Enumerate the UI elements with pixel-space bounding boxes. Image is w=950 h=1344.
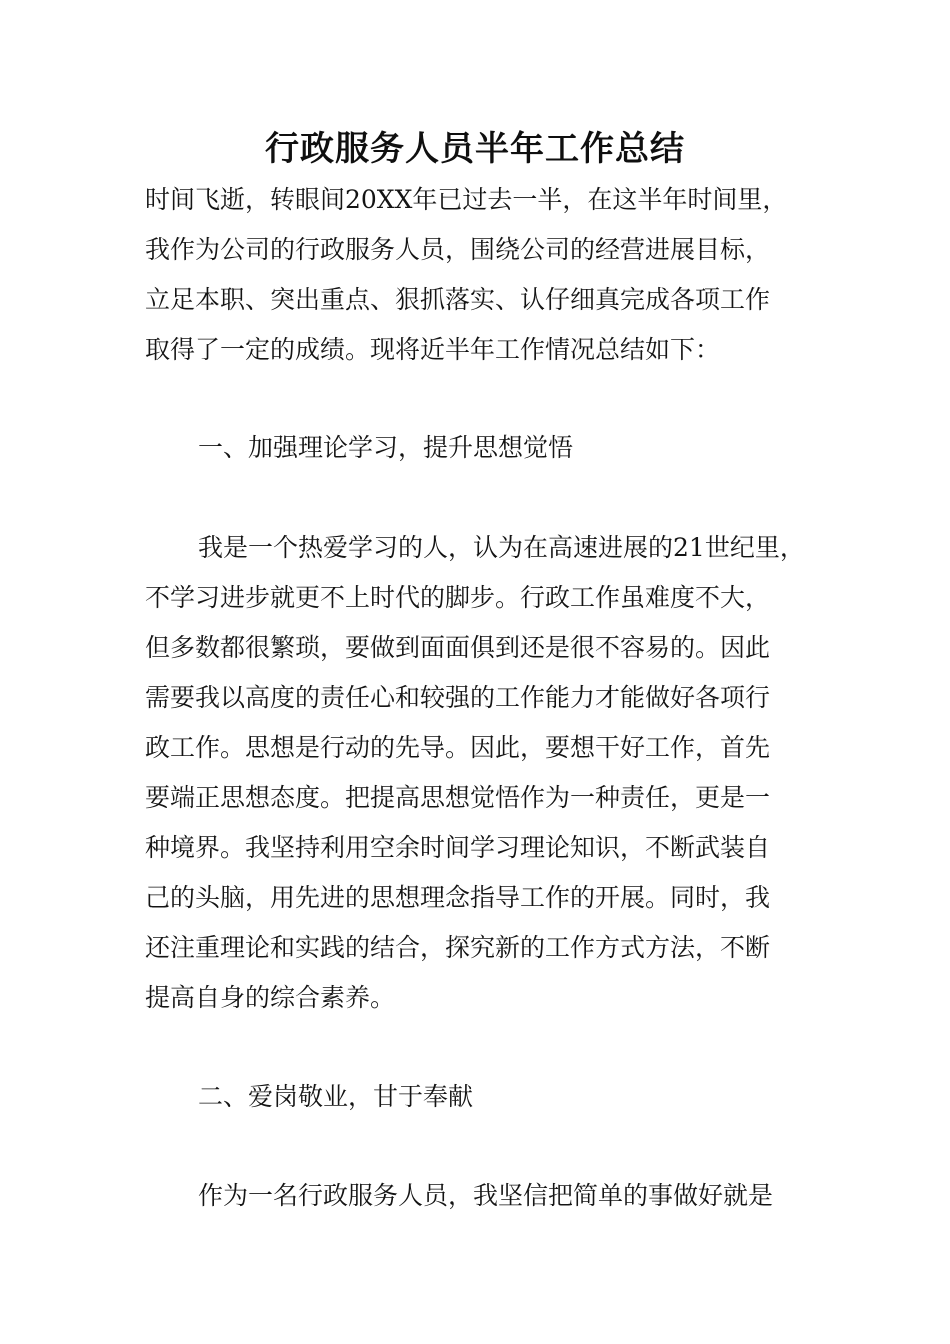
section1-line: 不学习进步就更不上时代的脚步。行政工作虽难度不大，: [145, 583, 771, 612]
section-heading-2: 二、爱岗敬业，甘于奉献: [198, 1082, 474, 1111]
document-title: 行政服务人员半年工作总结: [265, 129, 685, 169]
section-heading-1: 一、加强理论学习，提升思想觉悟: [198, 433, 574, 462]
intro-line: 立足本职、突出重点、狠抓落实、认仔细真完成各项工作: [145, 285, 771, 314]
section1-line: 要端正思想态度。把提高思想觉悟作为一种责任，更是一: [145, 783, 771, 812]
section1-line: 需要我以高度的责任心和较强的工作能力才能做好各项行: [145, 683, 771, 712]
intro-line: 取得了一定的成绩。现将近半年工作情况总结如下：: [145, 335, 721, 364]
intro-line: 我作为公司的行政服务人员，围绕公司的经营进展目标，: [145, 235, 771, 264]
section1-line: 政工作。思想是行动的先导。因此，要想干好工作，首先: [145, 733, 771, 762]
intro-line: 时间飞逝，转眼间20XX年已过去一半，在这半年时间里，: [145, 185, 788, 214]
section1-line: 但多数都很繁琐，要做到面面俱到还是很不容易的。因此: [145, 633, 771, 662]
section1-line: 还注重理论和实践的结合，探究新的工作方式方法，不断: [145, 933, 771, 962]
section1-line: 我是一个热爱学习的人，认为在高速进展的21世纪里，: [198, 533, 805, 562]
section1-line: 提高自身的综合素养。: [145, 983, 396, 1012]
section1-line: 己的头脑，用先进的思想理念指导工作的开展。同时，我: [145, 883, 771, 912]
section2-line: 作为一名行政服务人员，我坚信把简单的事做好就是: [198, 1181, 774, 1210]
section1-line: 种境界。我坚持利用空余时间学习理论知识，不断武装自: [145, 833, 771, 862]
